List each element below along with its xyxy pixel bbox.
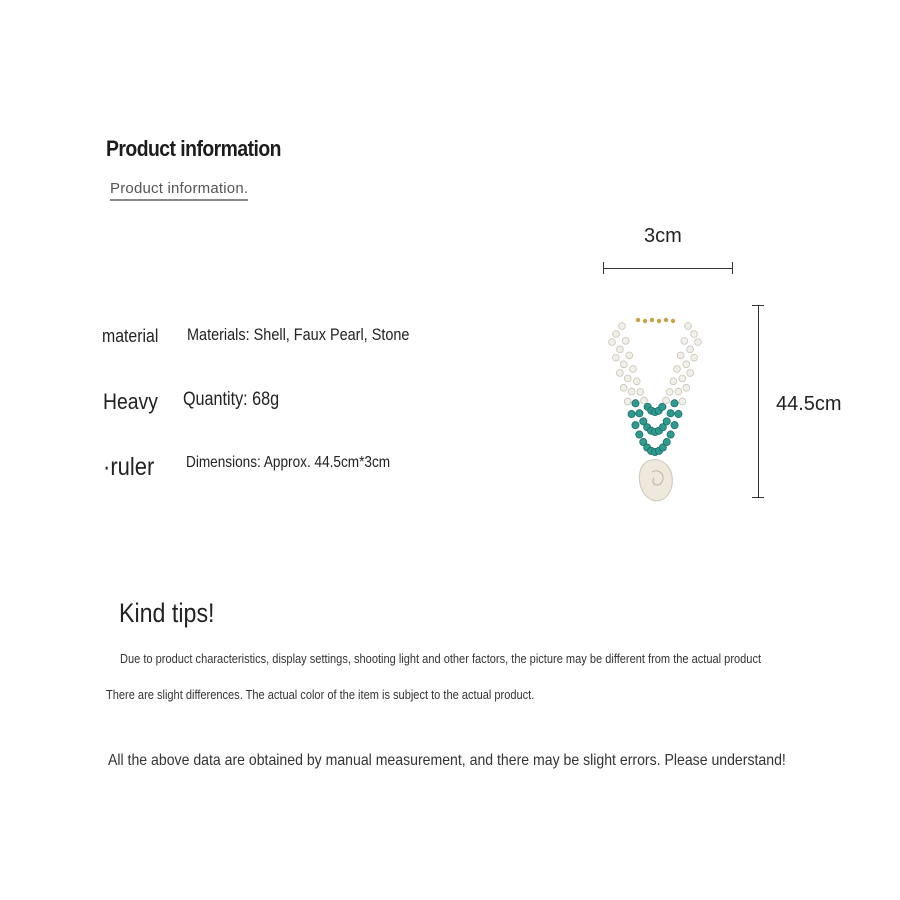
faux-pearl — [626, 352, 633, 359]
faux-pearl — [677, 352, 684, 359]
clasp-chain-link — [643, 319, 647, 323]
clasp-chain-link — [671, 319, 675, 323]
turquoise-stone — [667, 410, 674, 417]
faux-pearl — [630, 366, 637, 373]
width-dimension-label: 3cm — [644, 225, 682, 247]
faux-pearl — [624, 398, 631, 405]
ruler-label: ·ruler — [103, 453, 155, 481]
faux-pearl — [609, 339, 616, 346]
faux-pearl — [622, 338, 629, 345]
materials-value: Materials: Shell, Faux Pearl, Stone — [187, 325, 410, 344]
width-dimension-tick-right — [732, 262, 733, 274]
faux-pearl — [613, 331, 620, 338]
turquoise-stone — [667, 431, 674, 438]
height-dimension-label: 44.5cm — [776, 393, 842, 415]
clasp-chain-link — [636, 318, 640, 322]
tip-line-1: Due to product characteristics, display settings, shooting light and other factors, the picture may be different from the actual product — [120, 651, 762, 666]
faux-pearl — [674, 366, 681, 373]
faux-pearl — [685, 323, 692, 330]
turquoise-stone — [636, 431, 643, 438]
faux-pearl — [620, 361, 627, 368]
dimensions-value: Dimensions: Approx. 44.5cm*3cm — [186, 454, 391, 471]
height-dimension-line — [758, 305, 759, 498]
faux-pearl — [695, 339, 702, 346]
width-dimension-line — [604, 268, 733, 269]
turquoise-stone — [671, 422, 678, 429]
clasp-chain-link — [650, 318, 654, 322]
faux-pearl — [670, 378, 677, 385]
turquoise-stone — [663, 418, 670, 425]
faux-pearl — [687, 370, 694, 377]
turquoise-stone — [675, 410, 682, 417]
turquoise-stone — [632, 422, 639, 429]
faux-pearl — [619, 323, 626, 330]
faux-pearl — [620, 384, 627, 391]
turquoise-stone — [671, 400, 678, 407]
turquoise-stone — [663, 438, 670, 445]
turquoise-stone — [636, 410, 643, 417]
faux-pearl — [633, 378, 640, 385]
faux-pearl — [616, 370, 623, 377]
measurement-note: All the above data are obtained by manual measurement, and there may be slight errors. Please understand! — [108, 752, 786, 769]
clasp-chain-link — [657, 319, 661, 323]
tip-line-2: There are slight differences. The actual color of the item is subject to the actual product. — [106, 687, 535, 702]
weight-label: Heavy — [103, 389, 158, 414]
faux-pearl — [641, 397, 648, 404]
faux-pearl — [681, 338, 688, 345]
clasp-chain-link — [664, 318, 668, 322]
faux-pearl — [687, 346, 694, 353]
material-label: material — [102, 326, 159, 346]
faux-pearl — [691, 354, 698, 361]
turquoise-stone — [628, 410, 635, 417]
turquoise-stone — [659, 403, 666, 410]
faux-pearl — [613, 354, 620, 361]
faux-pearl — [683, 361, 690, 368]
faux-pearl — [624, 375, 631, 382]
tips-title: Kind tips! — [119, 598, 215, 628]
weight-value: Quantity: 68g — [183, 389, 280, 410]
necklace-image — [600, 312, 710, 507]
turquoise-stone — [632, 400, 639, 407]
page-title: Product information — [106, 136, 281, 161]
shell-pendant — [639, 460, 672, 501]
height-dimension-tick-bottom — [752, 497, 764, 498]
faux-pearl — [683, 384, 690, 391]
faux-pearl — [628, 388, 635, 395]
faux-pearl — [637, 388, 644, 395]
faux-pearl — [679, 375, 686, 382]
faux-pearl — [679, 398, 686, 405]
height-dimension-tick-top — [752, 305, 764, 306]
section-subtitle: Product information. — [110, 180, 248, 201]
faux-pearl — [663, 397, 670, 404]
width-dimension-tick-left — [603, 262, 604, 274]
faux-pearl — [617, 346, 624, 353]
faux-pearl — [675, 388, 682, 395]
faux-pearl — [691, 331, 698, 338]
faux-pearl — [666, 388, 673, 395]
